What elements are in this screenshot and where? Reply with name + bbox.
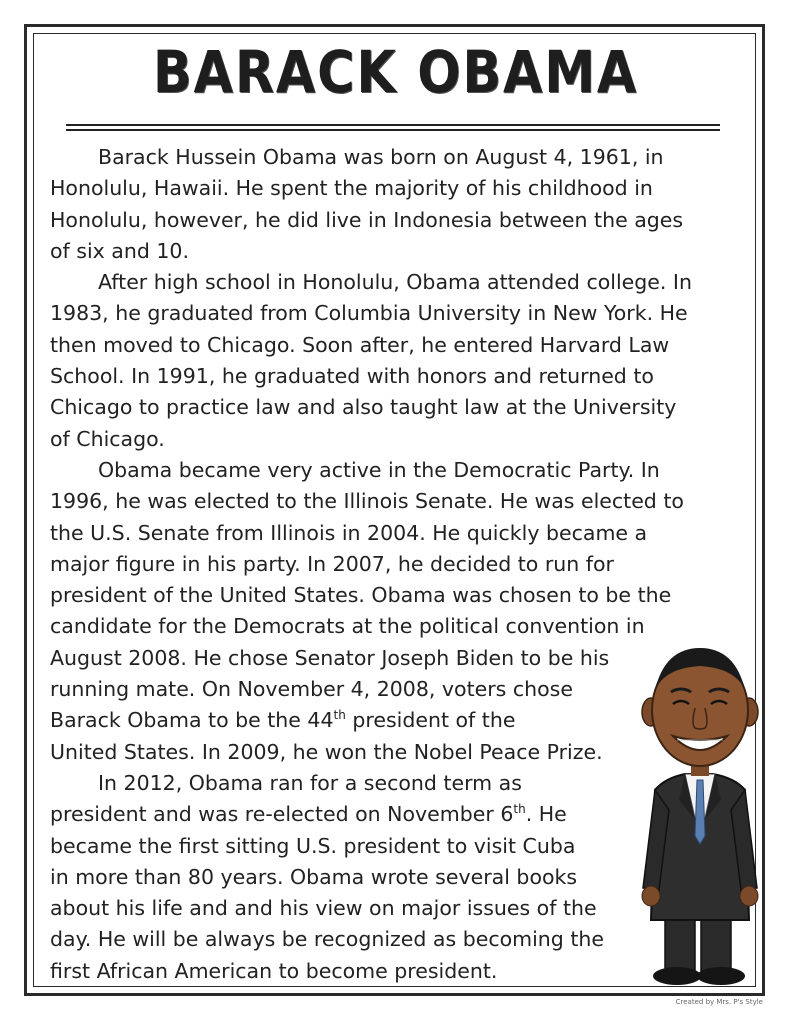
text-line: After high school in Honolulu, Obama attended college. In	[98, 270, 692, 295]
text-line: In 2012, Obama ran for a second term as	[98, 770, 522, 795]
text-segment: president of the	[345, 708, 516, 733]
text-line: of six and 10.	[50, 238, 189, 263]
text-line: School. In 1991, he graduated with honors and returned to	[50, 364, 654, 389]
text-line: Barack Hussein Obama was born on August 4, 1961, in	[98, 145, 664, 169]
text-line: Honolulu, however, he did live in Indonesia between the ages	[50, 207, 684, 232]
text-line: the U.S. Senate from Illinois in 2004. He quickly became a	[50, 520, 648, 545]
page-title: BARACK OBAMA	[152, 38, 639, 106]
text-line: day. He will be always be recognized as becoming the	[50, 927, 604, 952]
text-segment: . He	[525, 802, 567, 827]
text-line: president of the United States. Obama was chosen to be the	[50, 583, 672, 608]
obama-cartoon-icon	[635, 640, 765, 990]
text-line: major figure in his party. In 2007, he decided to run for	[50, 551, 614, 576]
text-line: 1996, he was elected to the Illinois Senate. He was elected to	[50, 489, 684, 514]
text-line: running mate. On November 4, 2008, voters chose	[50, 677, 573, 702]
text-line: candidate for the Democrats at the political convention in	[50, 614, 645, 639]
text-line: United States. In 2009, he won the Nobel Peace Prize.	[50, 739, 603, 764]
text-line: about his life and and his view on major issues of the	[50, 896, 597, 921]
credit-text: Created by Mrs. P's Style	[675, 998, 763, 1006]
text-line: 1983, he graduated from Columbia University in New York. He	[50, 301, 688, 326]
text-segment: Barack Obama to be the 44	[50, 708, 334, 733]
text-line: first African American to become president.	[50, 958, 498, 983]
text-segment: president and was re-elected on November 6	[50, 802, 514, 827]
text-line: Chicago to practice law and also taught law at the University	[50, 395, 677, 420]
text-line: of Chicago.	[50, 426, 165, 451]
title-rule-bottom	[66, 129, 720, 131]
text-line: in more than 80 years. Obama wrote several books	[50, 864, 578, 889]
title-rule-top	[66, 124, 720, 126]
text-line: Honolulu, Hawaii. He spent the majority of his childhood in	[50, 176, 653, 201]
superscript: th	[513, 802, 526, 817]
text-line: became the first sitting U.S. president to visit Cuba	[50, 833, 576, 858]
text-line: then moved to Chicago. Soon after, he entered Harvard Law	[50, 332, 670, 357]
text-line: August 2008. He chose Senator Joseph Biden to be his	[50, 645, 610, 670]
superscript: th	[333, 708, 346, 723]
text-line: Obama became very active in the Democratic Party. In	[98, 457, 660, 482]
